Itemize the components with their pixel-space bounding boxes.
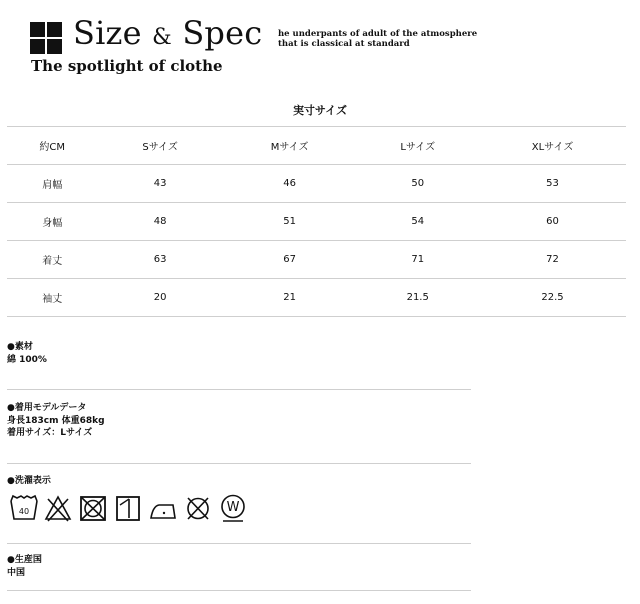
divider — [7, 463, 471, 464]
table-row — [7, 241, 626, 279]
origin-label: ●生産国 — [7, 555, 42, 565]
table-cell: 63 — [97, 241, 222, 279]
table-cell: 72 — [479, 241, 626, 279]
origin-section — [7, 554, 471, 579]
no-bleach-icon — [44, 493, 72, 523]
tagline-line-2: that is classical at standard — [278, 39, 410, 49]
divider — [7, 590, 471, 591]
table-cell: 46 — [223, 165, 356, 203]
wet-clean-icon — [219, 493, 247, 523]
washing-section — [7, 475, 471, 488]
material-value: 綿 100% — [7, 354, 47, 365]
column-header: 約CM — [7, 127, 97, 165]
column-header: Lサイズ — [356, 127, 479, 165]
size-table-title: 実寸サイズ — [292, 104, 348, 117]
table-cell: 43 — [97, 165, 222, 203]
column-header: Mサイズ — [223, 127, 356, 165]
line-dry-icon — [114, 493, 142, 523]
washing-label: ●洗濯表示 — [7, 476, 51, 486]
model-line-1: 身長183cm 体重68kg — [7, 415, 105, 426]
column-header: XLサイズ — [479, 127, 626, 165]
table-cell: 22.5 — [479, 279, 626, 317]
table-cell: 60 — [479, 203, 626, 241]
material-section — [7, 341, 471, 366]
size-table — [7, 126, 626, 317]
table-cell: 48 — [97, 203, 222, 241]
divider — [7, 543, 471, 544]
iron-low-icon — [149, 493, 177, 523]
divider — [7, 389, 471, 390]
table-row — [7, 165, 626, 203]
svg-text:W: W — [226, 500, 240, 515]
table-cell: 71 — [356, 241, 479, 279]
table-cell: 21 — [223, 279, 356, 317]
table-cell: 20 — [97, 279, 222, 317]
table-row — [7, 279, 626, 317]
no-dry-clean-icon — [184, 493, 212, 523]
model-section — [7, 402, 471, 440]
tagline — [278, 29, 477, 49]
page-subtitle: The spotlight of clothe — [31, 57, 223, 75]
model-label: ●着用モデルデータ — [7, 403, 87, 413]
column-header: Sサイズ — [97, 127, 222, 165]
wash-40-icon — [10, 493, 38, 523]
logo-grid-icon — [30, 22, 62, 54]
table-cell: 67 — [223, 241, 356, 279]
material-label: ●素材 — [7, 342, 33, 352]
table-cell: 21.5 — [356, 279, 479, 317]
table-row — [7, 203, 626, 241]
header — [0, 0, 640, 90]
no-tumble-dry-icon — [79, 493, 107, 523]
table-cell: 50 — [356, 165, 479, 203]
table-cell: 袖丈 — [7, 279, 97, 317]
tagline-line-1: he underpants of adult of the atmosphere — [278, 29, 478, 39]
table-cell: 身幅 — [7, 203, 97, 241]
table-cell: 肩幅 — [7, 165, 97, 203]
table-cell: 着丈 — [7, 241, 97, 279]
page-title — [73, 14, 262, 52]
table-cell: 51 — [223, 203, 356, 241]
table-header-row — [7, 127, 626, 165]
table-cell: 53 — [479, 165, 626, 203]
title-amp: & — [152, 25, 172, 50]
origin-value: 中国 — [7, 567, 26, 578]
wash-temperature: 40 — [18, 507, 30, 516]
title-size: Size — [73, 14, 142, 52]
model-line-2: 着用サイズ：Lサイズ — [7, 428, 93, 438]
table-cell: 54 — [356, 203, 479, 241]
title-spec: Spec — [182, 14, 263, 52]
